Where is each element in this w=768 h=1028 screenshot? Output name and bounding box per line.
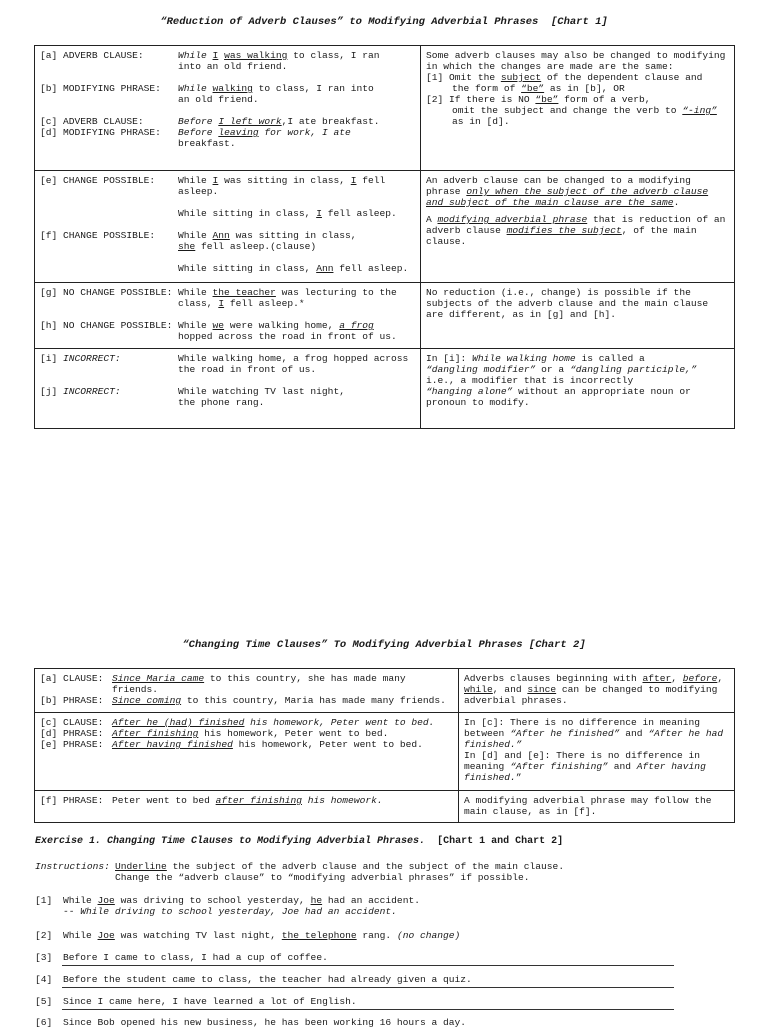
instructions-label: Instructions:: [35, 861, 110, 872]
row-label-g: [g] NO CHANGE POSSIBLE:: [40, 287, 173, 298]
chart2-note-2: In [c]: There is no difference in meaning between “After he finished” and “After he had finished.” In [d] and [e]: There is no difference in meaning “After finishing” and After having finished.”: [459, 713, 735, 791]
row-label-a: [a] ADVERB CLAUSE:: [40, 50, 144, 61]
example-c: After he (had) finished his homework, Peter went to bed.: [112, 717, 435, 728]
chart2-tag: [Chart 2]: [528, 639, 586, 651]
answer-line-4[interactable]: [62, 987, 674, 988]
row-label-d: [d] MODIFYING PHRASE:: [40, 127, 161, 138]
chart2-note-1: Adverbs clauses beginning with after, before, while, and since can be changed to modifying adverbial phrases.: [459, 669, 735, 713]
exercise-item-3: [3] Before I came to class, I had a cup of coffee.: [35, 952, 328, 963]
example-i: While walking home, a frog hopped across the road in front of us.: [178, 353, 409, 375]
example-h: While we were walking home, a frog hopped across the road in front of us.: [178, 320, 397, 342]
chart2-examples-cde: [35, 713, 459, 791]
exercise-item-5: [5] Since I came here, I have learned a lot of English.: [35, 996, 357, 1007]
exercise-title: Exercise 1. Changing Time Clauses to Modifying Adverbial Phrases. [Chart 1 and Chart 2]: [35, 836, 564, 847]
example-b: Since coming to this country, Maria has made many friends.: [112, 695, 446, 706]
chart1-examples-ij: [35, 349, 421, 429]
example-a: Since Maria came to this country, she has made many friends.: [112, 673, 406, 695]
row-label-c: [c] ADVERB CLAUSE:: [40, 116, 144, 127]
example-f: Peter went to bed after finishing his homework.: [112, 795, 383, 806]
chart2-examples-f: [35, 791, 459, 823]
row-label-h: [h] NO CHANGE POSSIBLE:: [40, 320, 173, 331]
row-label-c: [c] CLAUSE:: [40, 717, 104, 728]
example-a: While I was walking to class, I ran into an old friend.: [178, 50, 380, 72]
example-f-reduced: While sitting in class, Ann fell asleep.: [178, 263, 409, 274]
row-label-e: [e] PHRASE:: [40, 739, 104, 750]
chart1-tag: [Chart 1]: [550, 16, 608, 28]
example-d: Before leaving for work, I ate breakfast.: [178, 127, 351, 149]
row-label-e: [e] CHANGE POSSIBLE:: [40, 175, 156, 186]
row-label-i: [i] INCORRECT:: [40, 353, 121, 364]
exercise-item-1: [1] While Joe was driving to school yesterday, he had an accident. -- While driving to school yesterday, Joe had an accident.: [35, 895, 420, 917]
chart2-title: [0, 640, 768, 651]
example-g: While the teacher was lecturing to the class, I fell asleep.*: [178, 287, 397, 309]
chart1-note-3: No reduction (i.e., change) is possible if the subjects of the adverb clause and the main clause are different, as in [g] and [h].: [421, 283, 735, 349]
example-b: While walking to class, I ran into an old friend.: [178, 83, 374, 105]
chart1-examples-ef: [35, 171, 421, 283]
row-label-f: [f] PHRASE:: [40, 795, 104, 806]
exercise-item-6: [6] Since Bob opened his new business, he has been working 16 hours a day.: [35, 1017, 467, 1028]
chart1-note-1: Some adverb clauses may also be changed to modifying in which the changes are made are the same: [1] Omit the subject of the dependent clause and the form of “be” as in [b], OR [2] If there is NO “be” form of a verb, omit the subject and change the verb to “-ing” as in [d].: [421, 46, 735, 171]
chart1-examples-gh: [35, 283, 421, 349]
chart1-table: [34, 45, 735, 429]
row-label-a: [a] CLAUSE:: [40, 673, 104, 684]
row-label-d: [d] PHRASE:: [40, 728, 104, 739]
answer-line-5[interactable]: [62, 1009, 674, 1010]
chart1-examples-ad: [35, 46, 421, 171]
row-label-b: [b] MODIFYING PHRASE:: [40, 83, 161, 94]
instructions-line-2: Change the “adverb clause” to “modifying adverbial phrases” if possible.: [115, 872, 530, 883]
chart2-title-text: “Changing Time Clauses” To Modifying Adverbial Phrases: [182, 639, 523, 651]
chart1-note-4: In [i]: While walking home is called a “dangling modifier” or a “dangling participle,” i.e., a modifier that is incorrectly “hanging alone” without an appropriate noun or pronoun to modify.: [421, 349, 735, 429]
example-e: While I was sitting in class, I fell asleep.: [178, 175, 386, 197]
chart2-table: [34, 668, 735, 823]
exercise-item-2: [2] While Joe was watching TV last night, the telephone rang. (no change): [35, 930, 461, 941]
answer-1: -- While driving to school yesterday, Joe had an accident.: [63, 906, 397, 917]
chart2-examples-ab: [35, 669, 459, 713]
row-label-b: [b] PHRASE:: [40, 695, 104, 706]
chart1-title-text: “Reduction of Adverb Clauses” to Modifying Adverbial Phrases: [160, 16, 539, 28]
chart2-note-3: A modifying adverbial phrase may follow the main clause, as in [f].: [459, 791, 735, 823]
row-label-f: [f] CHANGE POSSIBLE:: [40, 230, 156, 241]
chart1-title: [0, 17, 768, 28]
example-j: While watching TV last night, the phone rang.: [178, 386, 345, 408]
example-f: While Ann was sitting in class, she fell asleep.(clause): [178, 230, 357, 252]
row-label-j: [j] INCORRECT:: [40, 386, 121, 397]
example-c: Before I left work,I ate breakfast.: [178, 116, 380, 127]
exercise-instructions: Instructions: Underline the subject of the adverb clause and the subject of the main clause. Change the “adverb clause” to “modifying adverbial phrases” if possible.: [35, 861, 735, 883]
exercise-item-4: [4] Before the student came to class, the teacher had already given a quiz.: [35, 974, 472, 985]
answer-line-3[interactable]: [62, 965, 674, 966]
chart1-note-2: An adverb clause can be changed to a modifying phrase only when the subject of the adverb clause and subject of the main clause are the same. A modifying adverbial phrase that is reduction of an adverb clause modifies the subject, of the main clause.: [421, 171, 735, 283]
example-e: After having finished his homework, Peter went to bed.: [112, 739, 423, 750]
example-e-reduced: While sitting in class, I fell asleep.: [178, 208, 397, 219]
example-d: After finishing his homework, Peter went to bed.: [112, 728, 389, 739]
